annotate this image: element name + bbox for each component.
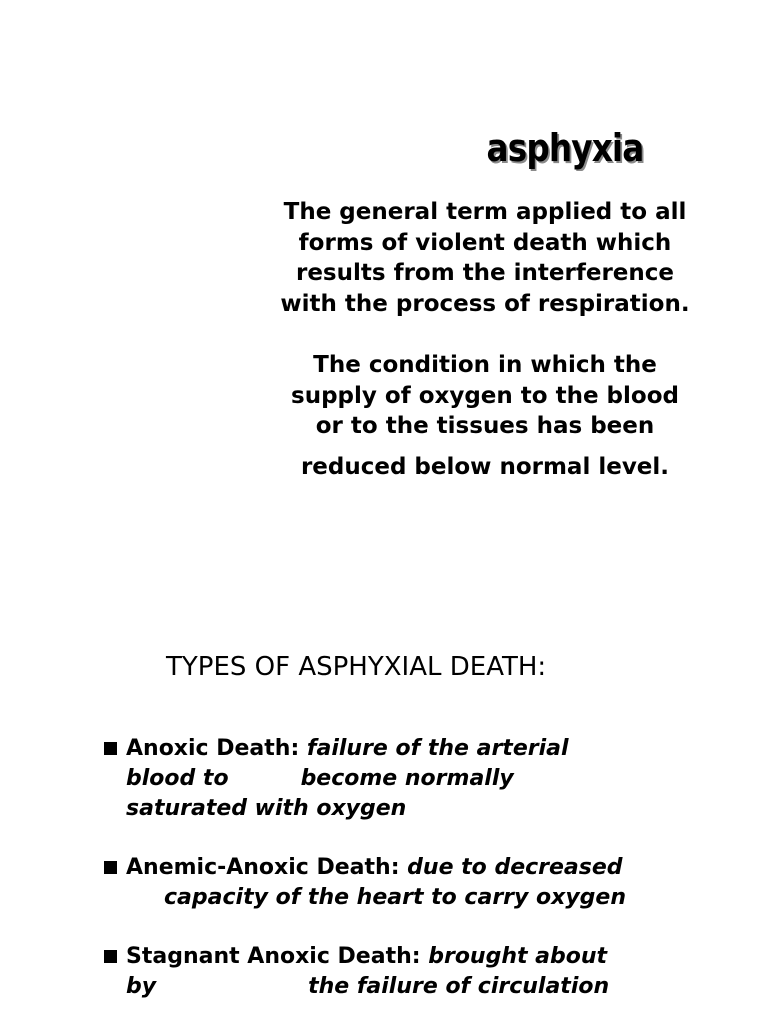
bullet-description: failure of the arterial [306,736,569,761]
bullet-description: blood to [126,766,229,791]
definition-line: results from the interference [295,260,675,286]
bullet-term: Stagnant Anoxic Death: [126,944,421,969]
definition-line: reduced below normal level. [300,453,670,480]
definition-paragraph-2 [250,350,720,482]
bullet-description: become normally [300,766,514,791]
list-item-anemic-anoxic-death [104,853,744,913]
bullet-description: capacity of the heart to carry oxygen [164,885,626,910]
bullet-description: by [126,974,157,999]
definition-line: The condition in which the [313,352,657,378]
list-item-stagnant-anoxic-death [104,942,744,1002]
definition-line: forms of violent death which [298,229,672,256]
definition-line: or to the tissues has been [315,413,655,439]
bullet-description: the failure of circulation [308,974,610,999]
definition-line: with the process of respiration. [280,290,690,317]
bullet-term: Anoxic Death: [126,736,300,761]
page-title: asphyxia [486,126,644,170]
definition-line: The general term applied to all [283,199,687,225]
list-item-anoxic-death [104,734,744,824]
bullet-description: saturated with oxygen [126,796,407,821]
bullet-description: due to decreased [407,855,623,880]
definition-paragraph-1 [250,197,720,319]
bullet-description: brought about [428,944,608,969]
bullet-term: Anemic-Anoxic Death: [126,855,400,880]
types-heading: TYPES OF ASPHYXIAL DEATH: [166,652,547,682]
definition-line: supply of oxygen to the blood [291,382,679,409]
